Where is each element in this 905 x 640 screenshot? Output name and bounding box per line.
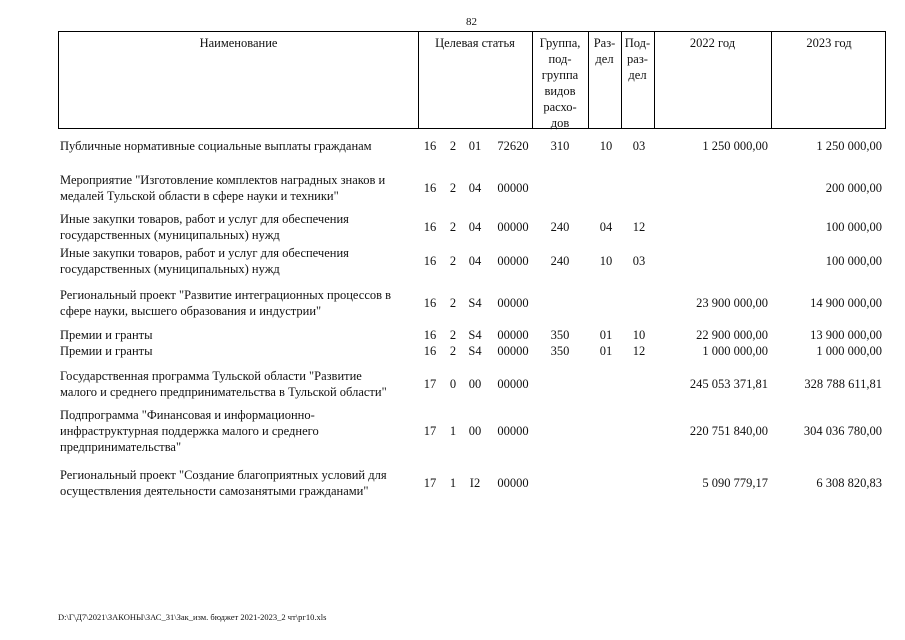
subsection: 12 — [632, 344, 646, 358]
section: 10 — [599, 254, 613, 268]
row-name: Подпрограмма "Финансовая и информационно- инфраструктурная поддержка малого и среднего предпринимательства" — [60, 408, 319, 454]
row-name: Иные закупки товаров, работ и услуг для обеспечения государственных (муниципальных) нужд — [60, 212, 349, 242]
code-direction: 00000 — [497, 181, 529, 195]
code-program: 17 — [423, 424, 437, 438]
code-subprogram: 1 — [449, 476, 457, 490]
code-subprogram: 2 — [449, 296, 457, 310]
row-name: Публичные нормативные социальные выплаты гражданам — [60, 139, 372, 153]
code-subprogram: 2 — [449, 344, 457, 358]
expense-group: 310 — [550, 139, 570, 153]
section: 01 — [599, 328, 613, 342]
code-event: 01 — [468, 139, 482, 153]
table-row — [0, 245, 905, 277]
code-direction: 00000 — [497, 328, 529, 342]
amount-2023: 1 000 000,00 — [816, 344, 882, 358]
amount-2023: 13 900 000,00 — [810, 328, 882, 342]
table-row — [0, 343, 905, 359]
code-event: 04 — [468, 181, 482, 195]
table-row — [0, 407, 905, 455]
code-direction: 00000 — [497, 377, 529, 391]
subsection: 03 — [632, 139, 646, 153]
amount-2022: 1 000 000,00 — [702, 344, 768, 358]
amount-2023: 304 036 780,00 — [803, 424, 882, 438]
row-name: Иные закупки товаров, работ и услуг для обеспечения государственных (муниципальных) нужд — [60, 246, 349, 276]
amount-2023: 100 000,00 — [825, 220, 882, 234]
code-program: 16 — [423, 296, 437, 310]
row-name: Региональный проект "Создание благоприятных условий для осуществления деятельности самозанятыми гражданами" — [60, 468, 387, 498]
table-row — [0, 211, 905, 243]
header-name: Наименование — [199, 36, 278, 50]
subsection: 03 — [632, 254, 646, 268]
expense-group: 350 — [550, 344, 570, 358]
amount-2023: 200 000,00 — [825, 181, 882, 195]
table-row — [0, 172, 905, 204]
header-year-2022: 2022 год — [689, 36, 736, 50]
table-row — [0, 467, 905, 499]
code-subprogram: 1 — [449, 424, 457, 438]
expense-group: 240 — [550, 220, 570, 234]
code-program: 16 — [423, 181, 437, 195]
code-direction: 00000 — [497, 344, 529, 358]
code-program: 17 — [423, 476, 437, 490]
code-program: 16 — [423, 344, 437, 358]
header-expense-group: Группа, под- группа видов расхо- дов — [539, 36, 581, 130]
table-row — [0, 327, 905, 343]
row-name: Мероприятие "Изготовление комплектов наградных знаков и медалей Тульской области в сфере науки и техники" — [60, 173, 386, 203]
table-header — [58, 31, 886, 129]
amount-2023: 100 000,00 — [825, 254, 882, 268]
section: 10 — [599, 139, 613, 153]
code-event: S4 — [468, 328, 482, 342]
code-subprogram: 2 — [449, 220, 457, 234]
row-name: Региональный проект "Развитие интеграционных процессов в сфере науки, высшего образования и индустрии" — [60, 288, 392, 318]
amount-2022: 220 751 840,00 — [689, 424, 768, 438]
code-subprogram: 2 — [449, 254, 457, 268]
file-path-footer: D:\Г\Д7\2021\ЗАКОНЫ\ЗАС_31\Зак_изм. бюджет 2021-2023_2 чт\рг10.xls — [58, 612, 327, 622]
header-section: Раз- дел — [593, 36, 616, 66]
table-row — [0, 138, 905, 154]
code-direction: 00000 — [497, 476, 529, 490]
code-direction: 00000 — [497, 296, 529, 310]
code-subprogram: 0 — [449, 377, 457, 391]
amount-2022: 23 900 000,00 — [696, 296, 768, 310]
code-event: 04 — [468, 220, 482, 234]
amount-2022: 1 250 000,00 — [702, 139, 768, 153]
code-program: 17 — [423, 377, 437, 391]
subsection: 10 — [632, 328, 646, 342]
section: 01 — [599, 344, 613, 358]
header-target-article: Целевая статья — [435, 36, 515, 50]
row-name: Премии и гранты — [60, 344, 153, 358]
row-name: Государственная программа Тульской области "Развитие малого и среднего предпринимательства в Тульской области" — [60, 369, 387, 399]
code-event: I2 — [469, 476, 481, 490]
amount-2023: 14 900 000,00 — [810, 296, 882, 310]
table-row — [0, 287, 905, 319]
code-subprogram: 2 — [449, 181, 457, 195]
code-direction: 72620 — [497, 139, 529, 153]
section: 04 — [599, 220, 613, 234]
amount-2022: 5 090 779,17 — [702, 476, 768, 490]
amount-2023: 328 788 611,81 — [804, 377, 882, 391]
subsection: 12 — [632, 220, 646, 234]
code-event: S4 — [468, 296, 482, 310]
header-year-2023: 2023 год — [806, 36, 852, 50]
code-event: 00 — [468, 377, 482, 391]
amount-2022: 22 900 000,00 — [696, 328, 768, 342]
code-direction: 00000 — [497, 424, 529, 438]
amount-2023: 1 250 000,00 — [816, 139, 882, 153]
row-name: Премии и гранты — [60, 328, 153, 342]
code-direction: 00000 — [497, 220, 529, 234]
code-direction: 00000 — [497, 254, 529, 268]
code-event: 04 — [468, 254, 482, 268]
table-row — [0, 368, 905, 400]
code-program: 16 — [423, 220, 437, 234]
code-subprogram: 2 — [449, 139, 457, 153]
code-event: S4 — [468, 344, 482, 358]
code-program: 16 — [423, 328, 437, 342]
expense-group: 350 — [550, 328, 570, 342]
code-program: 16 — [423, 139, 437, 153]
code-subprogram: 2 — [449, 328, 457, 342]
amount-2023: 6 308 820,83 — [816, 476, 882, 490]
amount-2022: 245 053 371,81 — [689, 377, 768, 391]
code-event: 00 — [468, 424, 482, 438]
expense-group: 240 — [550, 254, 570, 268]
page-number: 82 — [466, 16, 477, 28]
header-subsection: Под- раз- дел — [624, 36, 651, 82]
code-program: 16 — [423, 254, 437, 268]
